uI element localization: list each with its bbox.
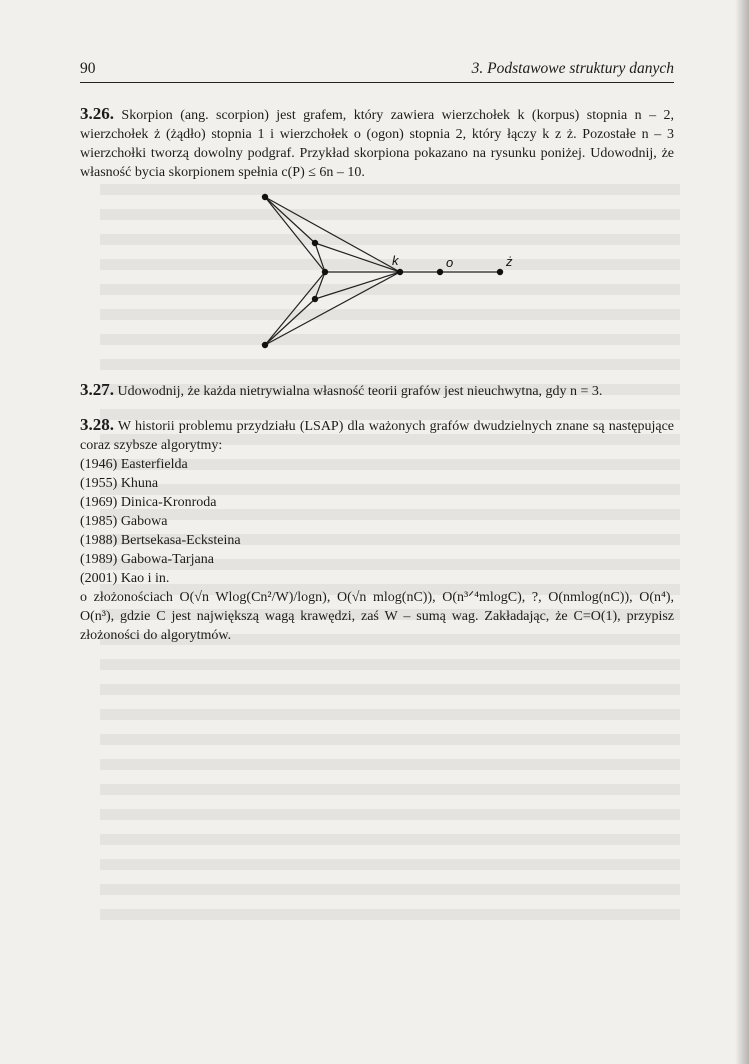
page-edge-shadow (735, 0, 749, 1064)
exercise-number: 3.27. (80, 380, 114, 399)
page-number: 90 (80, 60, 96, 77)
complexity-3: O(n³ᐟ⁴mlogC), (442, 590, 526, 605)
complexity-1: O(√n Wlog(Cn²/W)/logn), (179, 590, 331, 605)
graph-edge (265, 272, 400, 345)
label-k: k (392, 253, 399, 268)
scorpion-figure (80, 185, 674, 365)
scorpion-graph (80, 185, 674, 365)
list-item: (1946) Easterfielda (80, 457, 188, 472)
graph-vertex (322, 269, 328, 275)
exercise-3-26 (80, 104, 674, 182)
list-item: (1989) Gabowa-Tarjana (80, 552, 214, 567)
complexities-prefix: o złożonościach (80, 590, 180, 605)
vertex-o (437, 269, 443, 275)
exercise-intro (80, 415, 674, 455)
vertex-z (497, 269, 503, 275)
label-o: o (446, 255, 454, 270)
algorithm-list (80, 455, 674, 588)
vertex-k (397, 269, 403, 275)
list-item: (2001) Kao i in. (80, 571, 170, 586)
graph-edge (265, 272, 325, 345)
list-item: (1969) Dinica-Kronroda (80, 495, 217, 510)
complexity-2: O(√n mlog(nC)), (336, 590, 436, 605)
graph-edge (265, 197, 325, 272)
chapter-title: 3. Podstawowe struktury danych (471, 60, 674, 77)
complexity-7: O(n³), (80, 609, 115, 624)
exercise-text: Skorpion (ang. scorpion) jest grafem, który zawiera wierzchołek k (korpus) stopnia n – 2, wierzchołek ż (żądło) stopnia 1 i wierzchołek o (ogon) stopnia 2, który łączy k z ż. Pozostałe n – 3 wierzchołki tworzą dowolny podgraf. Przykład skorpiona pokazano na rysunku poniżej. Udowodnij, że własność bycia skorpionem spełnia c(P) ≤ 6n – 10. (80, 108, 674, 180)
graph-vertex (262, 194, 268, 200)
running-header (80, 60, 674, 83)
list-item: (1988) Bertsekasa-Ecksteina (80, 533, 241, 548)
graph-edge (265, 197, 400, 272)
exercise-number: 3.26. (80, 104, 114, 123)
complexities-suffix: gdzie C jest największą wagą krawędzi, zaś W – sumą wag. Zakładając, że C=O(1), przypisz złożoności do algorytmów. (80, 609, 674, 643)
graph-edge (315, 243, 325, 272)
exercise-text: W historii problemu przydziału (LSAP) dla ważonych grafów dwudzielnych znane są następujące coraz szybsze algorytmy: (80, 419, 674, 453)
graph-edge (315, 243, 400, 272)
exercise-number: 3.28. (80, 415, 114, 434)
complexity-5: O(nmlog(nC)), (548, 590, 633, 605)
list-item: (1955) Khuna (80, 476, 159, 491)
complexity-4: ?, (531, 590, 542, 605)
exercise-3-28 (80, 415, 674, 645)
exercise-text: Udowodnij, że każda nietrywialna własność teorii grafów jest nieuchwytna, gdy n = 3. (114, 384, 603, 399)
complexities-paragraph (80, 588, 674, 645)
complexity-6: O(n⁴), (639, 590, 675, 605)
exercise-3-27 (80, 380, 674, 401)
label-z: ż (506, 254, 513, 269)
graph-vertex (312, 296, 318, 302)
graph-edge (315, 272, 325, 299)
graph-vertex (312, 240, 318, 246)
graph-vertex (262, 342, 268, 348)
list-item: (1985) Gabowa (80, 514, 168, 529)
